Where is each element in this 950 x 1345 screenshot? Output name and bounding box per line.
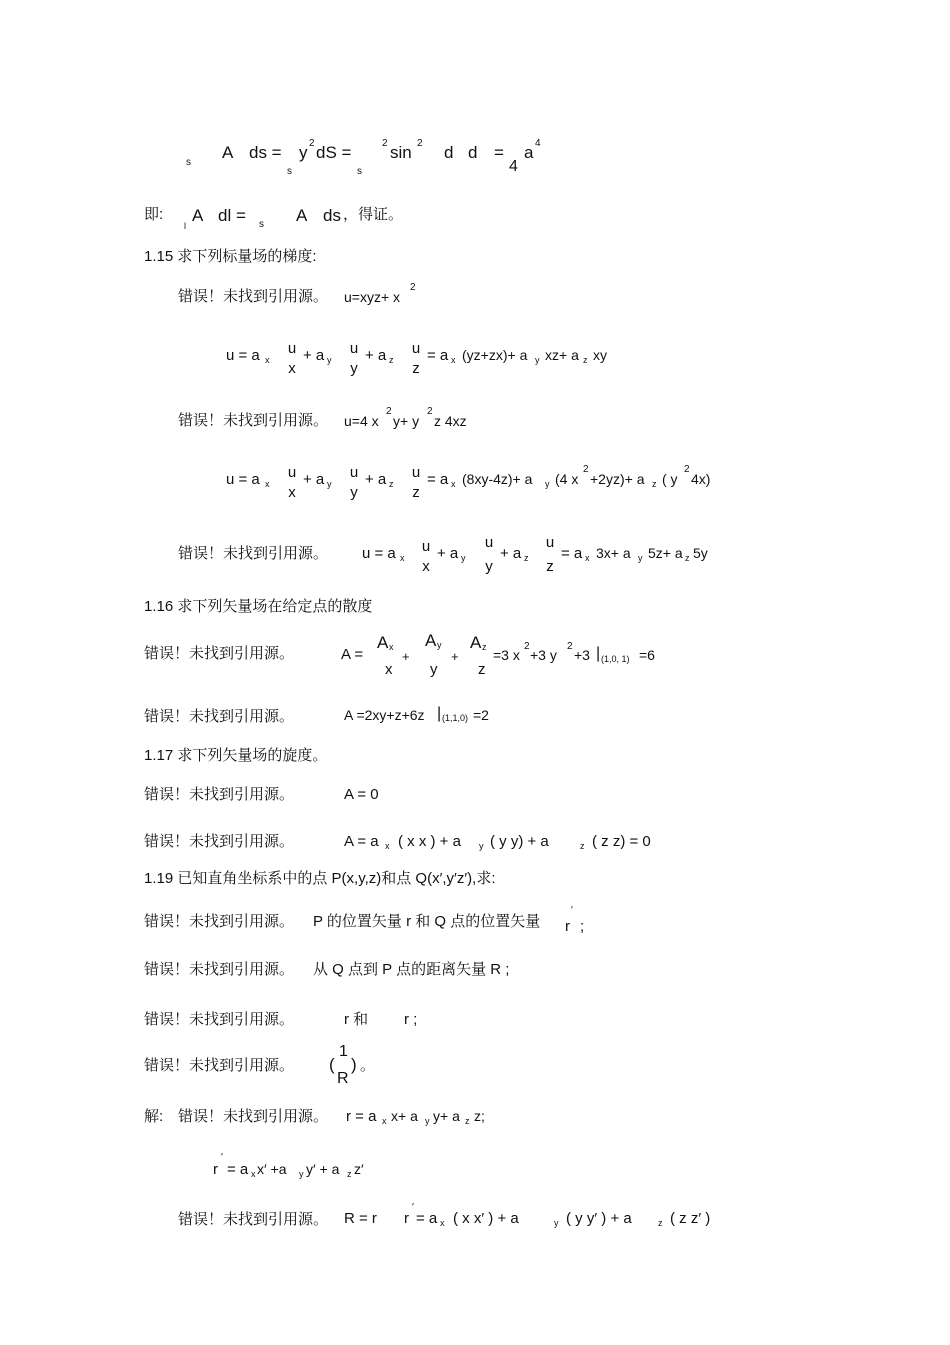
denominator-y: y xyxy=(350,484,358,501)
symbol-y: y xyxy=(299,143,308,162)
question-text: r ; xyxy=(404,1011,418,1028)
subscript-z: z xyxy=(524,553,529,563)
symbol-d: d xyxy=(468,143,478,162)
symbol-a: a xyxy=(524,143,534,162)
text-eq-a: = a xyxy=(561,545,583,562)
ref-error: 错误！未找到引用源。 xyxy=(144,961,295,978)
numerator-A: A xyxy=(377,633,389,652)
numerator-A: A xyxy=(470,633,482,652)
numerator-A: A xyxy=(425,631,437,650)
superscript-2: 2 xyxy=(417,138,423,149)
expr-r: z; xyxy=(474,1108,485,1124)
subscript-x: x xyxy=(451,355,456,365)
superscript-2: 2 xyxy=(524,641,530,652)
expr-r-prime: x′ +a xyxy=(257,1161,287,1177)
numerator-u: u xyxy=(421,538,431,555)
denominator-x: x xyxy=(422,558,430,575)
subscript-x: x xyxy=(265,479,270,489)
text-rhs: 4x) xyxy=(691,471,711,487)
section-heading-1-16: 1.16 求下列矢量场在给定点的散度 xyxy=(144,598,373,615)
denominator-4: 4 xyxy=(509,158,518,175)
paren-left: ( xyxy=(329,1055,335,1074)
numerator-u: u xyxy=(349,340,359,357)
ref-error: 错误！未找到引用源。 xyxy=(144,833,295,850)
numerator-u: u xyxy=(545,534,555,551)
numerator-u: u xyxy=(349,464,359,481)
text-rhs: +3 xyxy=(574,647,590,663)
subscript-z: z xyxy=(482,642,487,652)
subscript-z: z xyxy=(685,553,690,563)
subscript-s: s xyxy=(357,166,362,177)
denominator-y: y xyxy=(485,558,493,575)
subscript-x: x xyxy=(265,355,270,365)
expr-curl: A = 0 xyxy=(344,786,379,803)
section-heading-1-15: 1.15 求下列标量场的梯度: xyxy=(144,248,317,265)
ref-error: 错误！未找到引用源。 xyxy=(178,288,329,305)
ref-error: 错误！未找到引用源。 xyxy=(144,913,295,930)
result: =6 xyxy=(639,647,655,663)
text-rhs: =3 x xyxy=(493,647,520,663)
expr-curl: A = a xyxy=(344,833,379,850)
denominator-y: y xyxy=(350,360,358,377)
ref-error: 错误！未找到引用源。 xyxy=(144,1011,295,1028)
ref-error: 错误！未找到引用源。 xyxy=(178,1211,329,1228)
expr-r: x+ a xyxy=(391,1108,418,1124)
expr-u: z 4xz xyxy=(434,413,467,429)
numerator-u: u xyxy=(484,534,494,551)
subscript-s: s xyxy=(186,157,191,168)
expr-curl: ( y y) + a xyxy=(490,833,549,850)
plus: + xyxy=(402,649,410,664)
denominator-z: z xyxy=(478,661,486,678)
ref-error: 错误！未找到引用源。 xyxy=(144,708,295,725)
subscript-y: y xyxy=(554,1218,559,1228)
text-rhs: 3x+ a xyxy=(596,545,631,561)
label-ji: 即: xyxy=(144,206,164,223)
subscript-x: x xyxy=(400,553,405,563)
text-eq-a: = a xyxy=(427,471,449,488)
question-text: P 的位置矢量 r 和 Q 点的位置矢量 xyxy=(313,913,541,930)
text-rhs: (yz+zx)+ a xyxy=(462,347,528,363)
subscript-y: y xyxy=(638,553,643,563)
section-heading-1-19: 1.19 已知直角坐标系中的点 P(x,y,z)和点 Q(x′,y′z′),求: xyxy=(144,870,496,887)
paren-right: ) xyxy=(351,1055,357,1074)
section-heading-1-17: 1.17 求下列矢量场的旋度。 xyxy=(144,747,328,764)
question-text: r 和 xyxy=(344,1011,369,1028)
expr-u: u=4 x xyxy=(344,413,379,429)
subscript-y: y xyxy=(327,479,332,489)
subscript-z: z xyxy=(389,355,394,365)
evaluation-point: (1,1,0) xyxy=(442,713,469,723)
subscript-z: z xyxy=(652,479,657,489)
numerator-u: u xyxy=(287,340,297,357)
symbol-r: r xyxy=(404,1210,409,1227)
text-sin: sin xyxy=(390,143,412,162)
expr-curl: ( z z) = 0 xyxy=(592,833,651,850)
denominator-y: y xyxy=(430,661,438,678)
expr-r-prime: z′ xyxy=(354,1161,364,1177)
subscript-z: z xyxy=(580,841,585,851)
subscript-y: y xyxy=(437,640,442,650)
text-div-A: A = xyxy=(341,646,364,663)
superscript-4: 4 xyxy=(535,138,541,149)
subscript-x: x xyxy=(451,479,456,489)
superscript-2: 2 xyxy=(583,464,589,475)
text-rhs: (4 x xyxy=(555,471,579,487)
numerator-1: 1 xyxy=(339,1043,348,1060)
ref-error: 错误！未找到引用源。 xyxy=(144,645,295,662)
text-rhs: xz+ a xyxy=(545,347,579,363)
numerator-u: u xyxy=(411,464,421,481)
subscript-x: x xyxy=(251,1169,256,1179)
plus: + xyxy=(451,649,459,664)
subscript-y: y xyxy=(479,841,484,851)
subscript-y: y xyxy=(425,1116,430,1126)
ref-error: 错误！未找到引用源。 xyxy=(178,545,329,562)
text-u-eq-a: u = a xyxy=(226,347,260,364)
ref-error: 错误！未找到引用源。 xyxy=(178,1108,329,1125)
subscript-x: x xyxy=(385,841,390,851)
subscript-y: y xyxy=(545,479,550,489)
expr-u: u=xyz+ x xyxy=(344,289,401,305)
denominator-z: z xyxy=(546,558,554,575)
superscript-2: 2 xyxy=(427,406,433,417)
subscript-x: x xyxy=(585,553,590,563)
expr-R: R = r xyxy=(344,1210,377,1227)
text-plus-a: + a xyxy=(365,347,387,364)
expr-r: r = a xyxy=(346,1108,377,1125)
ref-error: 错误！未找到引用源。 xyxy=(144,786,295,803)
subscript-z: z xyxy=(658,1218,663,1228)
expr-curl: ( x x ) + a xyxy=(398,833,461,850)
expr-R: = a xyxy=(416,1210,438,1227)
text-rhs: (8xy-4z)+ a xyxy=(462,471,533,487)
subscript-s: s xyxy=(259,219,264,230)
superscript-2: 2 xyxy=(684,464,690,475)
subscript-y: y xyxy=(299,1169,304,1179)
denominator-x: x xyxy=(385,661,393,678)
prime: ′ xyxy=(571,905,573,916)
text-rhs: 5y xyxy=(693,545,708,561)
text-plus-a: + a xyxy=(365,471,387,488)
denominator-x: x xyxy=(288,360,296,377)
expr-r-prime: = a xyxy=(227,1161,249,1178)
expr-R: ( x x′ ) + a xyxy=(453,1210,519,1227)
expr-u: y+ y xyxy=(393,413,420,429)
text-rhs: +2yz)+ a xyxy=(590,471,645,487)
text-ds: ds xyxy=(323,206,341,225)
evaluation-point: (1,0, 1) xyxy=(601,654,630,664)
ref-error: 错误！未找到引用源。 xyxy=(144,1057,295,1074)
denominator-z: z xyxy=(412,484,420,501)
superscript-2: 2 xyxy=(309,138,315,149)
expr-r: y+ a xyxy=(433,1108,460,1124)
expr-r-prime: y′ + a xyxy=(306,1161,340,1177)
subscript-x: x xyxy=(440,1218,445,1228)
symbol-A: A xyxy=(296,206,308,225)
subscript-z: z xyxy=(347,1169,352,1179)
text-plus-a: + a xyxy=(500,545,522,562)
numerator-u: u xyxy=(411,340,421,357)
superscript-2: 2 xyxy=(410,282,416,293)
text-dS-eq: dS = xyxy=(316,143,352,162)
subscript-x: x xyxy=(382,1116,387,1126)
text-proved: ，得证。 xyxy=(343,206,404,223)
semicolon: ; xyxy=(580,918,585,935)
text-rhs: xy xyxy=(593,347,607,363)
superscript-2: 2 xyxy=(382,138,388,149)
text-rhs: 5z+ a xyxy=(648,545,683,561)
prime: ′ xyxy=(221,1152,223,1163)
text-rhs: +3 y xyxy=(530,647,557,663)
subscript-y: y xyxy=(327,355,332,365)
superscript-2: 2 xyxy=(386,406,392,417)
text-plus-a: + a xyxy=(303,347,325,364)
denominator-x: x xyxy=(288,484,296,501)
prime: ′ xyxy=(412,1202,414,1213)
subscript-z: z xyxy=(465,1116,470,1126)
expr-div: A =2xy+z+6z xyxy=(344,707,425,723)
text-eq-a: = a xyxy=(427,347,449,364)
equals: = xyxy=(494,143,504,162)
subscript-z: z xyxy=(583,355,588,365)
text-rhs: ( y xyxy=(662,471,678,487)
question-text: 从 Q 点到 P 点的距离矢量 R ; xyxy=(313,961,510,978)
subscript-y: y xyxy=(535,355,540,365)
denominator-z: z xyxy=(412,360,420,377)
symbol-A: A xyxy=(192,206,204,225)
label-jie: 解: xyxy=(144,1108,164,1125)
text-u-eq-a: u = a xyxy=(362,545,396,562)
text-ds-eq: ds = xyxy=(249,143,282,162)
denominator-R: R xyxy=(337,1070,349,1087)
text-plus-a: + a xyxy=(437,545,459,562)
text-u-eq-a: u = a xyxy=(226,471,260,488)
text-dl-eq: dl = xyxy=(218,206,246,225)
subscript-z: z xyxy=(389,479,394,489)
symbol-r: r xyxy=(565,918,570,935)
expr-R: ( y y′ ) + a xyxy=(566,1210,632,1227)
text-plus-a: + a xyxy=(303,471,325,488)
subscript-s: s xyxy=(287,166,292,177)
symbol-A: A xyxy=(222,143,234,162)
ref-error: 错误！未找到引用源。 xyxy=(178,412,329,429)
period: 。 xyxy=(360,1057,376,1074)
subscript-y: y xyxy=(461,553,466,563)
expr-R: ( z z′ ) xyxy=(670,1210,711,1227)
subscript-x: x xyxy=(389,642,394,652)
symbol-d: d xyxy=(444,143,454,162)
symbol-r: r xyxy=(213,1161,218,1178)
superscript-2: 2 xyxy=(567,641,573,652)
subscript-l: l xyxy=(184,221,186,231)
result: =2 xyxy=(473,707,489,723)
numerator-u: u xyxy=(287,464,297,481)
